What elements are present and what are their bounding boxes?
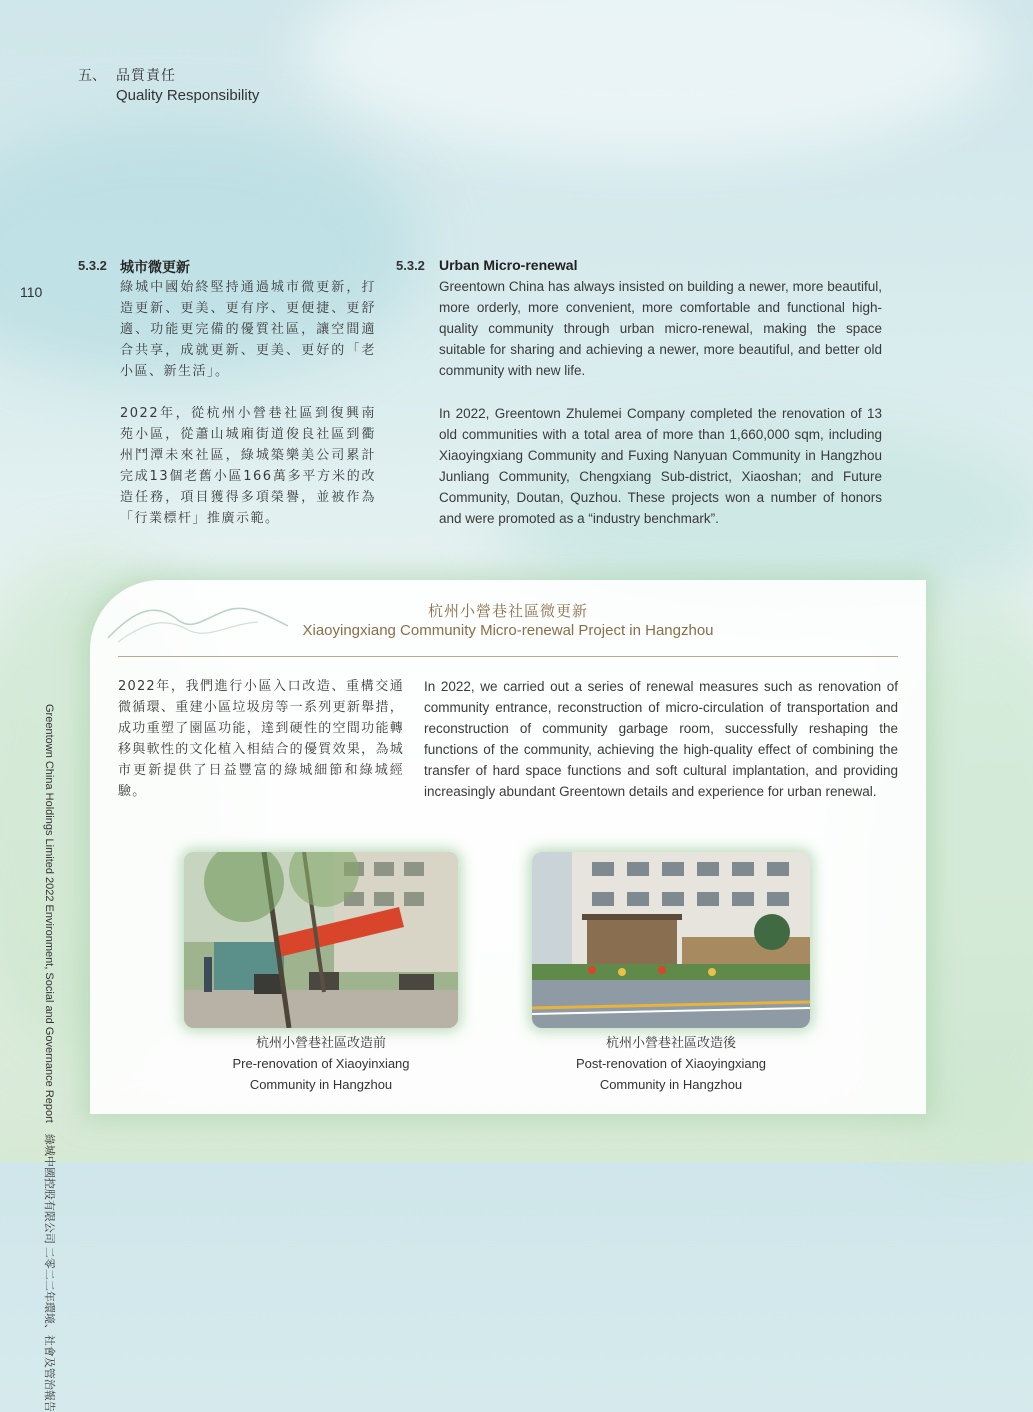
page-number: 110 (20, 284, 43, 300)
section-title-en: Urban Micro-renewal (439, 257, 578, 273)
watercolor-wash (300, 0, 1000, 160)
section-paragraph-en-1: Greentown China has always insisted on building a newer, more beautiful, more orderly, more convenient, more comfortable and functional high-quality community through urban micro-renewal, making the space suitable for sharing and achieving a newer, more beautiful, and better old community with new life. (439, 279, 882, 378)
case-study-title-en: Xiaoyingxiang Community Micro-renewal Project in Hangzhou (302, 622, 714, 639)
photo-pre-renovation (184, 852, 458, 1028)
caption-pre-renovation (184, 1032, 458, 1095)
report-sidebar-label: Greentown China Holdings Limited 2022 Environment, Social and Governance Report 綠城中國控股有限公司 二零二二年環境、社會及管治報告 (43, 704, 55, 1412)
caption-pre-en-line2: Community in Hangzhou (249, 1077, 393, 1092)
caption-post-zh: 杭州小營巷社區改造後 (605, 1035, 736, 1050)
divider (118, 656, 898, 657)
section-number-zh: 5.3.2 (78, 258, 107, 273)
section-paragraph-zh-1: 綠城中國始終堅持通過城市微更新，打造更新、更美、更有序、更便捷、更舒適、功能更完備的優質社區，讓空間適合共享，成就更新、更美、更好的「老小區、新生活」。 (120, 280, 376, 379)
photo-post-renovation (532, 852, 810, 1028)
caption-post-en-line2: Community in Hangzhou (599, 1077, 743, 1092)
case-study-title-zh: 杭州小營巷社區微更新 (427, 602, 588, 620)
caption-pre-en-line1: Pre-renovation of Xiaoyinxiang (232, 1056, 410, 1071)
case-study-card (90, 580, 926, 1114)
caption-post-renovation (532, 1032, 810, 1095)
caption-pre-zh: 杭州小營巷社區改造前 (255, 1035, 386, 1050)
case-study-text-zh: 2022年，我們進行小區入口改造、重構交通微循環、重建小區垃圾房等一系列更新舉措，成功重塑了園區功能，達到硬性的空間功能轉移與軟性的文化植入相結合的優質效果，為城市更新提供了日益豐富的綠城細節和綠城經驗。 (118, 679, 404, 799)
chapter-title-zh: 品質責任 (116, 68, 176, 84)
section-paragraph-zh-2: 2022年，從杭州小營巷社區到復興南苑小區，從蕭山城廂街道俊良社區到衢州鬥潭未來社區，綠城築樂美公司累計完成13個老舊小區166萬多平方米的改造任務，項目獲得多項榮譽，並被作為「行業標杆」推廣示範。 (120, 406, 376, 526)
caption-post-en-line1: Post-renovation of Xiaoyingxiang (575, 1056, 767, 1071)
section-number-en: 5.3.2 (396, 258, 425, 273)
section-title-zh: 城市微更新 (120, 260, 190, 276)
section-paragraph-en-2: In 2022, Greentown Zhulemei Company completed the renovation of 13 old communities with a total area of more than 1,660,000 sqm, including Xiaoyingxiang Community and Fuxing Nanyuan Community in Hangzhou Junliang Community, Chengxiang Sub-district, Xiaoshan; and Future Community, Doutan, Quzhou. These projects won a number of honors and were promoted as a “industry benchmark”. (439, 406, 882, 526)
case-study-text-en: In 2022, we carried out a series of renewal measures such as renovation of community entrance, reconstruction of micro-circulation of transportation and reconstruction of community garbage room, successfully reshaping the functions of the community, achieving the high-quality effect of combining the transfer of hard space functions and soft cultural implantation, and providing increasingly abundant Greentown details and experience for urban renewal. (424, 679, 898, 799)
chapter-number: 五、 (78, 68, 106, 84)
chapter-title-en: Quality Responsibility (116, 87, 260, 104)
